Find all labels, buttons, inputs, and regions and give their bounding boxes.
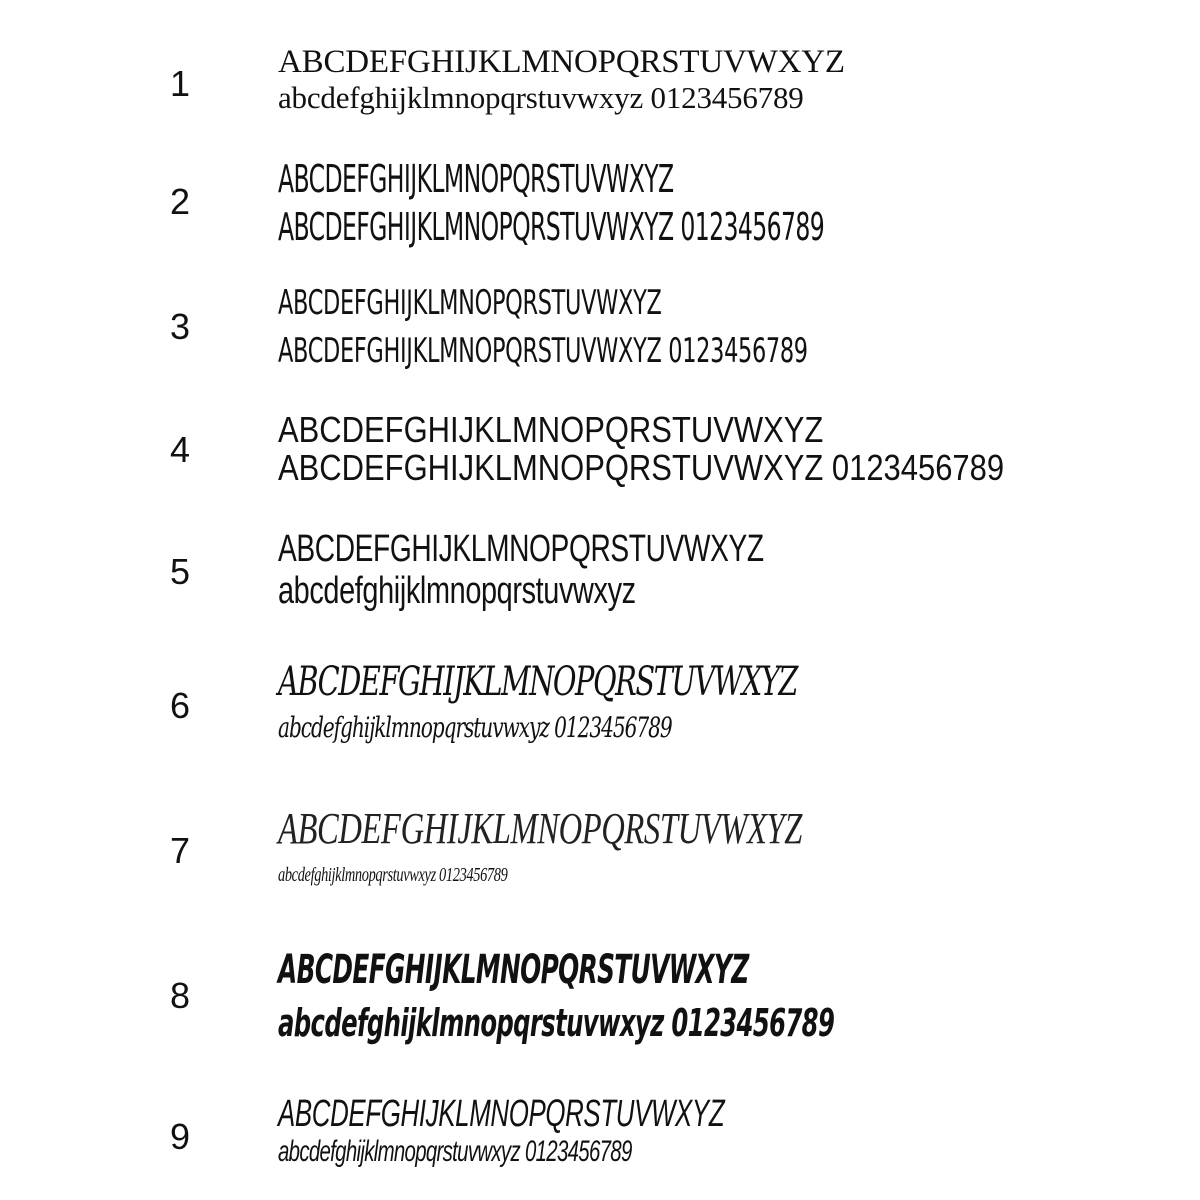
font-number: 6 <box>170 685 191 726</box>
uppercase-sample-line: ABCDEFGHIJKLMNOPQRSTUVWXYZ <box>278 947 749 993</box>
font-number: 9 <box>170 1116 191 1157</box>
font-number: 7 <box>170 830 191 871</box>
font-number: 3 <box>170 306 191 347</box>
lowercase-digits-sample-line: abcdefghijklmnopqrstuvwxyz 0123456789 <box>278 864 508 886</box>
font-number: 1 <box>170 63 191 104</box>
uppercase-sample-line: ABCDEFGHIJKLMNOPQRSTUVWXYZ <box>278 659 797 705</box>
lowercase-digits-sample-line: abcdefghijklmnopqrstuvwxyz 0123456789 <box>278 80 804 115</box>
uppercase-sample-line: ABCDEFGHIJKLMNOPQRSTUVWXYZ <box>278 283 662 323</box>
lowercase-digits-sample-line: abcdefghijklmnopqrstuvwxyz 0123456789 <box>278 1001 835 1045</box>
lowercase-digits-sample-line: abcdefghijklmnopqrstuvwxyz 0123456789 <box>278 1135 632 1168</box>
uppercase-sample-line: ABCDEFGHIJKLMNOPQRSTUVWXYZ <box>278 528 764 570</box>
second-sample-line: ABCDEFGHIJKLMNOPQRSTUVWXYZ 0123456789 <box>278 447 1005 488</box>
uppercase-sample-line: ABCDEFGHIJKLMNOPQRSTUVWXYZ <box>278 804 802 853</box>
uppercase-sample-line: ABCDEFGHIJKLMNOPQRSTUVWXYZ <box>278 409 824 450</box>
second-sample-line: ABCDEFGHIJKLMNOPQRSTUVWXYZ 0123456789 <box>278 331 808 371</box>
font-number: 2 <box>170 181 191 222</box>
uppercase-sample-line: ABCDEFGHIJKLMNOPQRSTUVWXYZ <box>278 157 674 201</box>
font-number: 5 <box>170 551 191 592</box>
font-number: 8 <box>170 975 191 1016</box>
uppercase-sample-line: ABCDEFGHIJKLMNOPQRSTUVWXYZ <box>278 44 845 80</box>
lowercase-sample-line: abcdefghijklmnopqrstuvwxyz <box>278 570 636 612</box>
uppercase-sample-line: ABCDEFGHIJKLMNOPQRSTUVWXYZ <box>278 1093 725 1135</box>
second-sample-line: ABCDEFGHIJKLMNOPQRSTUVWXYZ 0123456789 <box>278 205 825 249</box>
lowercase-digits-sample-line: abcdefghijklmnopqrstuvwxyz 0123456789 <box>278 711 672 744</box>
font-number: 4 <box>170 429 191 470</box>
